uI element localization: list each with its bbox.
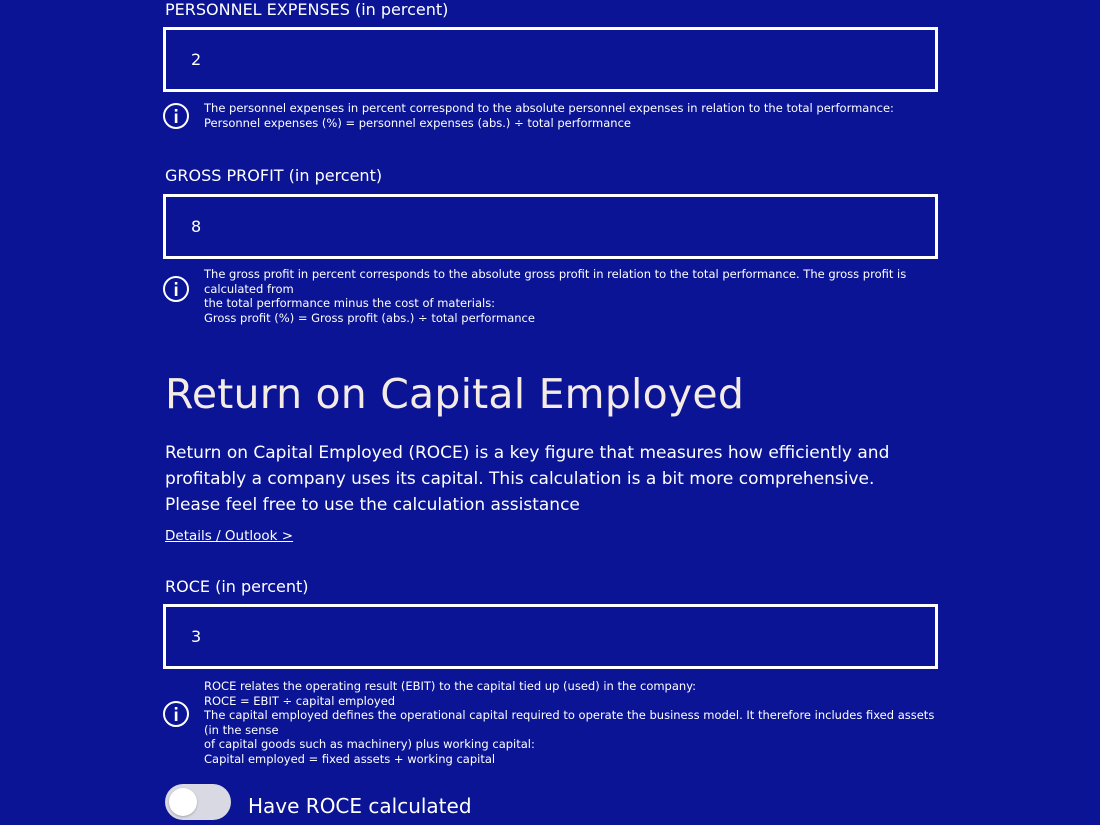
info-line: ROCE = EBIT ÷ capital employed — [204, 693, 396, 708]
roce-info — [163, 679, 943, 766]
info-icon — [163, 103, 189, 129]
roce-calculation-toggle-label: Have ROCE calculated — [248, 794, 472, 818]
personnel-expenses-input[interactable] — [163, 27, 938, 92]
info-line: the total performance minus the cost of materials: — [204, 296, 496, 311]
info-icon — [163, 701, 189, 727]
roce-info-text — [204, 679, 943, 767]
toggle-knob — [169, 788, 197, 816]
info-icon — [163, 276, 189, 302]
personnel-expenses-info — [163, 101, 943, 133]
gross-profit-input[interactable] — [163, 194, 938, 259]
gross-profit-label: GROSS PROFIT (in percent) — [165, 166, 383, 185]
info-line: The personnel expenses in percent correspond to the absolute personnel expenses in relation to the total performance: — [204, 101, 894, 115]
gross-profit-value[interactable]: 8 — [191, 217, 202, 236]
info-line: Personnel expenses (%) = personnel expenses (abs.) ÷ total performance — [204, 115, 631, 130]
roce-label: ROCE (in percent) — [165, 577, 309, 596]
roce-value[interactable]: 3 — [191, 627, 202, 646]
gross-profit-info-text — [204, 267, 943, 325]
personnel-expenses-label: PERSONNEL EXPENSES (in percent) — [165, 0, 449, 19]
roce-input[interactable] — [163, 604, 938, 669]
personnel-expenses-value[interactable]: 2 — [191, 50, 202, 69]
info-line: ROCE relates the operating result (EBIT) to the capital tied up (used) in the company: — [204, 679, 697, 693]
info-line: Capital employed = fixed assets + working capital — [204, 751, 496, 766]
section-description: Return on Capital Employed (ROCE) is a key figure that measures how efficiently and profitably a company uses its capital. This calculation is a bit more comprehensive. Please feel free to use the calculation assistance — [165, 443, 890, 515]
roce-calculation-toggle[interactable] — [165, 784, 231, 820]
personnel-expenses-info-text — [204, 101, 943, 130]
info-line: The gross profit in percent corresponds to the absolute gross profit in relation to the total performance. The gross profit is calculated from — [204, 267, 910, 296]
section-title: Return on Capital Employed — [165, 370, 745, 418]
info-line: The capital employed defines the operational capital required to operate the business model. It therefore includes fixed assets (in the sense — [204, 708, 938, 737]
details-outlook-link[interactable]: Details / Outlook > — [165, 528, 294, 544]
info-line: of capital goods such as machinery) plus working capital: — [204, 737, 535, 752]
gross-profit-info — [163, 267, 943, 325]
info-line: Gross profit (%) = Gross profit (abs.) ÷ total performance — [204, 310, 535, 325]
